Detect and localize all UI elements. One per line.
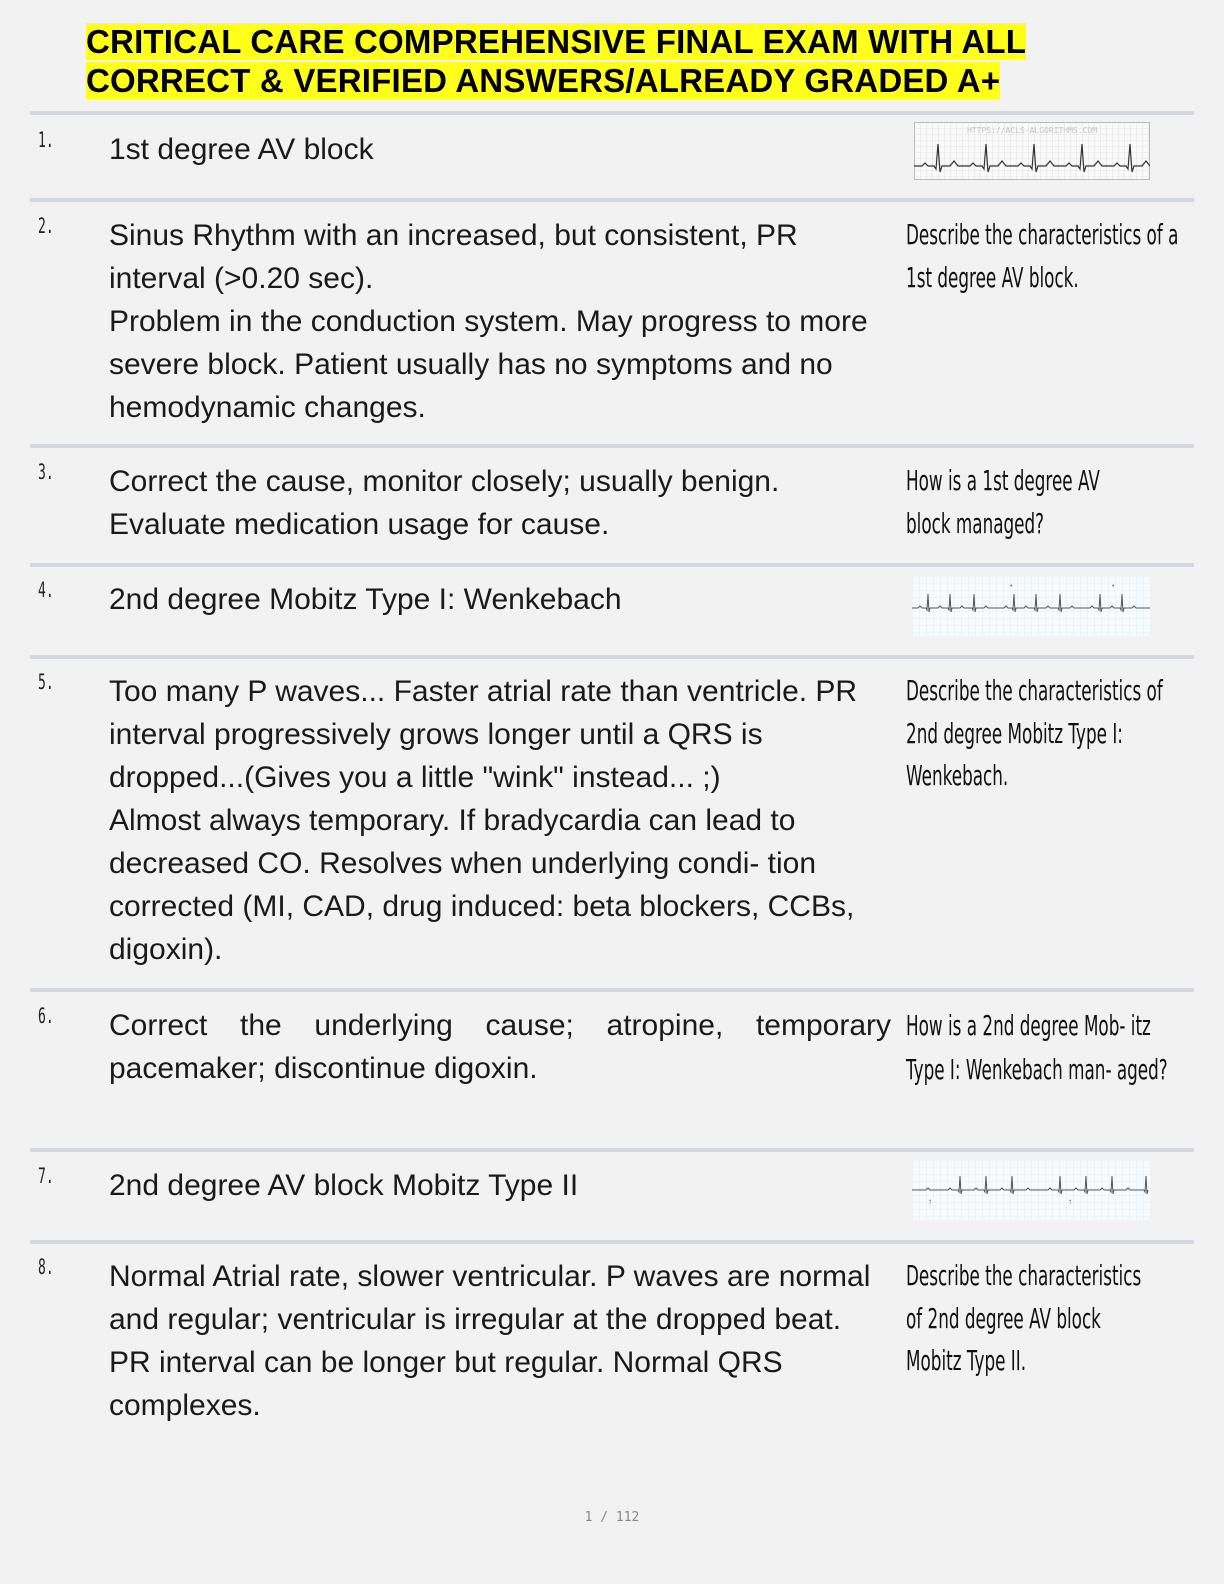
item-term: Sinus Rhythm with an increased, but consistent, PR interval (>0.20 sec). Problem in the conduction system. May progress to more severe block. Patient usually has no symptoms and no hemodynamic changes. bbox=[109, 219, 868, 424]
item-definition: How is a 2nd degree Mob- itz Type I: Wenkebach man- aged? bbox=[906, 1009, 1168, 1086]
item-number: 2. bbox=[38, 214, 54, 238]
item-number: 8. bbox=[38, 1255, 54, 1279]
ecg-strip-wenckebach bbox=[912, 576, 1150, 636]
item-number: 3. bbox=[38, 460, 54, 484]
item-definition: Describe the characteristics of 2nd degree Mobitz Type I: Wenkebach. bbox=[906, 674, 1163, 792]
item-term: 2nd degree AV block Mobitz Type II bbox=[109, 1169, 579, 1202]
svg-text:•: • bbox=[1010, 583, 1013, 590]
svg-text:↑: ↑ bbox=[928, 1197, 932, 1206]
item-term: Normal Atrial rate, slower ventricular. P waves are normal and regular; ventricular is irregular at the dropped beat. PR interval can be longer but regular. Normal QRS complexes. bbox=[109, 1260, 871, 1422]
item-number: 6. bbox=[38, 1004, 54, 1028]
ecg-strip-1st-degree-av-block bbox=[914, 122, 1150, 180]
svg-text:•: • bbox=[1112, 583, 1115, 590]
item-term: Correct the underlying cause; atropine, temporary pacemaker; discontinue digoxin. bbox=[109, 1009, 891, 1085]
ecg-strip-mobitz-ii bbox=[912, 1160, 1150, 1220]
item-definition: Describe the characteristics of a 1st degree AV block. bbox=[906, 218, 1179, 294]
item-number: 5. bbox=[38, 670, 54, 694]
divider bbox=[30, 1240, 1194, 1244]
divider bbox=[30, 1148, 1194, 1152]
item-definition: Describe the characteristics of 2nd degree AV block Mobitz Type II. bbox=[906, 1259, 1142, 1377]
divider bbox=[30, 655, 1194, 659]
svg-text:↑: ↑ bbox=[1068, 1197, 1072, 1206]
item-term: Too many P waves... Faster atrial rate than ventricle. PR interval progressively grows longer until a QRS is dropped...(Gives you a little "wink" instead... ;) Almost always temporary. If bradycardia can lead to decreased CO. Resolves when underlying condi- tion corrected (MI, CAD, drug induced: beta blockers, CCBs, digoxin). bbox=[109, 675, 858, 966]
document-title: CRITICAL CARE COMPREHENSIVE FINAL EXAM WITH ALL CORRECT & VERIFIED ANSWERS/ALREADY GRADED A+ bbox=[86, 23, 1027, 99]
page-indicator: 1 / 112 bbox=[584, 1510, 640, 1525]
divider bbox=[30, 563, 1194, 567]
item-number: 4. bbox=[38, 578, 54, 602]
divider bbox=[30, 198, 1194, 202]
item-term: Correct the cause, monitor closely; usually benign. Evaluate medication usage for cause. bbox=[109, 465, 780, 541]
divider bbox=[30, 988, 1194, 992]
divider bbox=[30, 111, 1194, 115]
item-term: 1st degree AV block bbox=[109, 133, 374, 166]
ecg-watermark: HTTPS://ACLS-ALGORITHMS.COM bbox=[966, 126, 1098, 135]
item-number: 1. bbox=[38, 128, 54, 152]
item-definition: How is a 1st degree AV block managed? bbox=[906, 464, 1100, 540]
item-term: 2nd degree Mobitz Type I: Wenkebach bbox=[109, 583, 622, 616]
divider bbox=[30, 444, 1194, 448]
item-number: 7. bbox=[38, 1164, 54, 1188]
